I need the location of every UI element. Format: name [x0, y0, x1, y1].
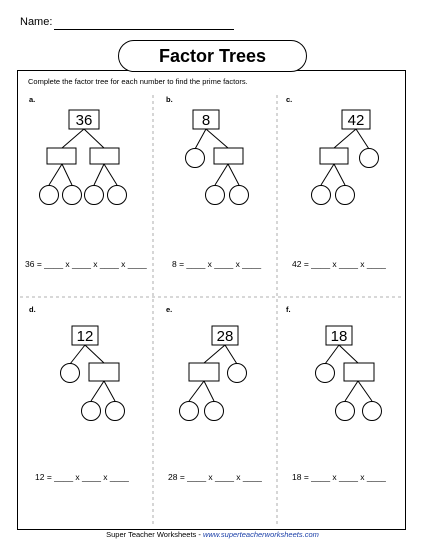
problem-c-letter: c.	[286, 95, 293, 104]
tree-d-number: 12	[76, 328, 94, 345]
tree-a-circle-2	[63, 186, 82, 205]
problem-e-equation[interactable]: 28 = ____ x ____ x ____	[168, 472, 262, 482]
problem-d-equation[interactable]: 12 = ____ x ____ x ____	[35, 472, 129, 482]
tree-f-circle-2	[363, 402, 382, 421]
tree-b-circle-2	[230, 186, 249, 205]
tree-e-box-left	[189, 363, 219, 381]
problem-a-letter: a.	[29, 95, 36, 104]
footer-url-link[interactable]: www.superteacherworksheets.com	[202, 530, 319, 539]
tree-f	[316, 326, 382, 421]
tree-a-box-right	[90, 148, 119, 164]
tree-b-box-right	[214, 148, 243, 164]
tree-b-number: 8	[201, 112, 211, 129]
instructions: Complete the factor tree for each number to find the prime factors.	[28, 77, 248, 86]
tree-f-box-right	[344, 363, 374, 381]
tree-a-circle-1	[40, 186, 59, 205]
tree-e-number: 28	[216, 328, 234, 345]
name-label: Name:	[20, 16, 53, 28]
tree-c-circle-2	[336, 186, 355, 205]
tree-f-circle-1	[336, 402, 355, 421]
tree-a-number: 36	[75, 112, 93, 129]
problem-d-letter: d.	[29, 305, 36, 314]
tree-c-box-left	[320, 148, 348, 164]
problem-f-letter: f.	[286, 305, 291, 314]
problem-b-letter: b.	[166, 95, 173, 104]
tree-b-circle-1	[206, 186, 225, 205]
problem-a-equation[interactable]: 36 = ____ x ____ x ____ x ____	[25, 259, 147, 269]
problem-f-equation[interactable]: 18 = ____ x ____ x ____	[292, 472, 386, 482]
tree-a-box-left	[47, 148, 76, 164]
tree-e-circle-2	[205, 402, 224, 421]
tree-a-circle-4	[108, 186, 127, 205]
tree-c-number: 42	[347, 112, 365, 129]
tree-c	[312, 110, 379, 205]
tree-e-circle-right	[228, 364, 247, 383]
footer	[0, 530, 425, 539]
tree-b	[186, 110, 249, 205]
tree-d-box-right	[89, 363, 119, 381]
problem-b-equation[interactable]: 8 = ____ x ____ x ____	[172, 259, 262, 269]
tree-d-circle-left	[61, 364, 80, 383]
tree-f-number: 18	[330, 328, 348, 345]
tree-d-circle-1	[82, 402, 101, 421]
page-title: Factor Trees	[118, 40, 307, 72]
problem-e-letter: e.	[166, 305, 173, 314]
footer-site-name: Super Teacher Worksheets -	[106, 530, 203, 539]
tree-d-circle-2	[106, 402, 125, 421]
tree-f-circle-left	[316, 364, 335, 383]
tree-c-circle-1	[312, 186, 331, 205]
tree-c-circle-right	[360, 149, 379, 168]
problem-c-equation[interactable]: 42 = ____ x ____ x ____	[292, 259, 386, 269]
tree-b-circle-left	[186, 149, 205, 168]
tree-a-circle-3	[85, 186, 104, 205]
tree-e	[180, 326, 247, 421]
tree-e-circle-1	[180, 402, 199, 421]
